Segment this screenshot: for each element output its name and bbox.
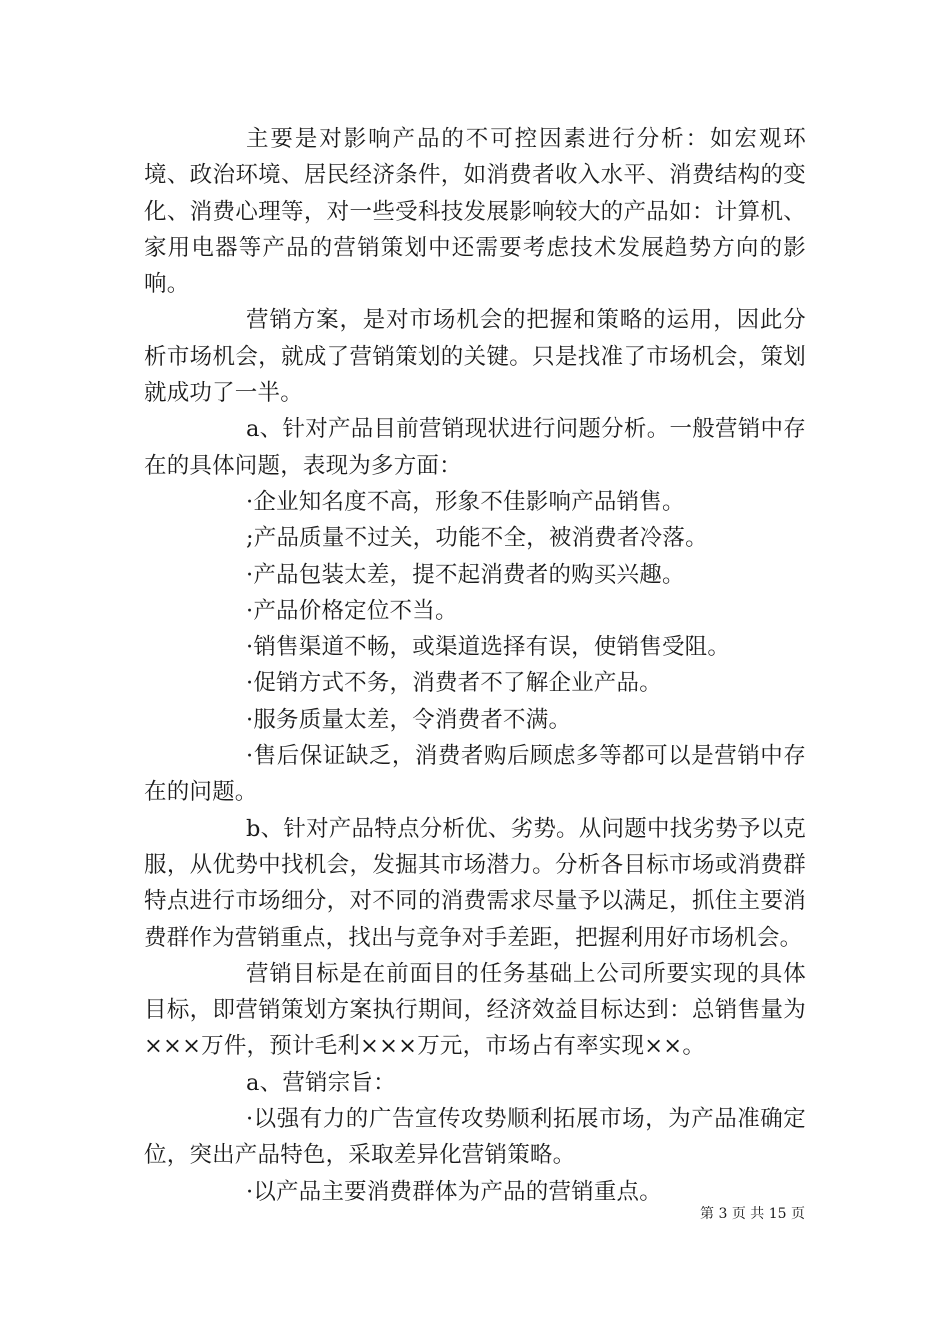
page-number-footer: 第 3 页 共 15 页	[700, 1206, 805, 1222]
paragraph: ·销售渠道不畅，或渠道选择有误，使销售受阻。	[246, 634, 731, 661]
paragraph: 营销目标是在前面目的任务基础上公司所要实现的具体目标，即营销策划方案执行期间，经济效益目标达到：总销售量为×××万件，预计毛利×××万元，市场占有率实现××。	[144, 960, 806, 1060]
paragraph: b、针对产品特点分析优、劣势。从问题中找劣势予以克服，从优势中找机会，发掘其市场潜力。分析各目标市场或消费群特点进行市场细分，对不同的消费需求尽量予以满足，抓住主要消费群作为营销重点，找出与竞争对手差距，把握利用好市场机会。	[144, 815, 806, 951]
paragraph: 主要是对影响产品的不可控因素进行分析：如宏观环境、政治环境、居民经济条件，如消费者收入水平、消费结构的变化、消费心理等，对一些受科技发展影响较大的产品如：计算机、家用电器等产品的营销策划中还需要考虑技术发展趋势方向的影响。	[144, 126, 806, 298]
paragraph: ·产品包装太差，提不起消费者的购买兴趣。	[246, 561, 685, 588]
paragraph: ·售后保证缺乏，消费者购后顾虑多等都可以是营销中存在的问题。	[144, 743, 806, 806]
paragraph: ·以产品主要消费群体为产品的营销重点。	[246, 1178, 662, 1205]
paragraph: 营销方案，是对市场机会的把握和策略的运用，因此分析市场机会，就成了营销策划的关键。只是找准了市场机会，策划就成功了一半。	[144, 307, 806, 407]
paragraph: a、针对产品目前营销现状进行问题分析。一般营销中存在的具体问题，表现为多方面：	[144, 416, 806, 479]
document-body	[144, 121, 806, 1210]
paragraph: ·产品价格定位不当。	[246, 597, 458, 624]
paragraph: ·企业知名度不高，形象不佳影响产品销售。	[246, 488, 685, 515]
paragraph: ·促销方式不务，消费者不了解企业产品。	[246, 670, 662, 697]
paragraph: ;产品质量不过关，功能不全，被消费者冷落。	[246, 525, 708, 552]
paragraph: a、营销宗旨：	[246, 1069, 396, 1096]
paragraph: ·以强有力的广告宣传攻势顺利拓展市场，为产品准确定位，突出产品特色，采取差异化营销策略。	[144, 1106, 806, 1169]
paragraph: ·服务质量太差，令消费者不满。	[246, 706, 572, 733]
